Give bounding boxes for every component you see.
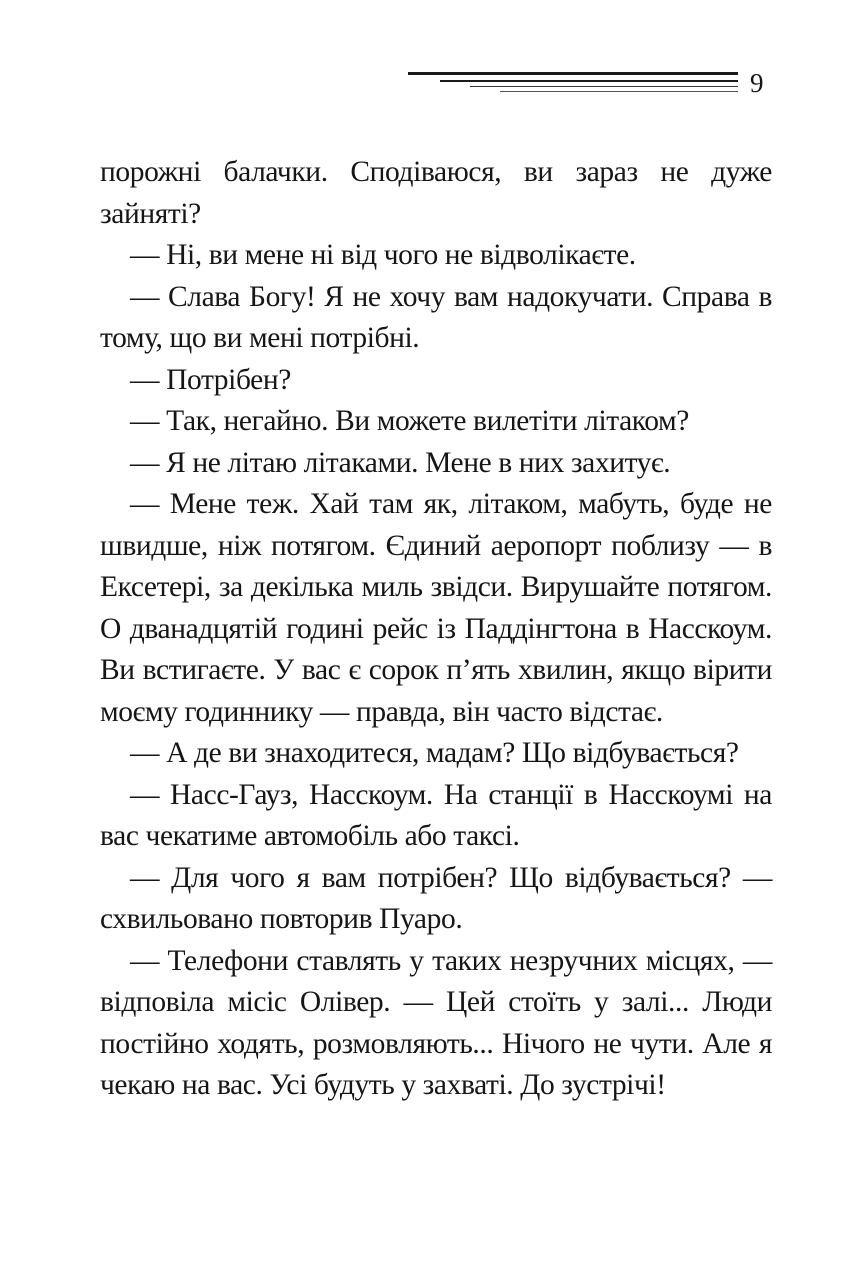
paragraph: порожні балачки. Сподіваюся, ви зараз не дуже зайняті?: [100, 156, 772, 230]
paragraph: — Мене теж. Хай там як, літаком, мабуть, буде не швидше, ніж потягом. Єдиний аеропорт поблизу — в Ексетері, за декілька миль звідси. Вирушайте потягом. О дванадцятій годині рейс із Паддінгтона в Насскоум. Ви встигаєте. У вас є сорок п’ять хвилин, якщо вірити моєму годиннику — правда, він часто відстає.: [100, 488, 772, 728]
header-rule: [470, 86, 738, 87]
header-rule: [440, 80, 738, 82]
paragraph: — Для чого я вам потрібен? Що відбувається? — схвильовано повторив Пуаро.: [100, 861, 772, 935]
paragraph: — Ні, ви мене ні від чого не відволікаєте.: [130, 239, 636, 271]
paragraph: — Потрібен?: [130, 363, 291, 396]
paragraph: — А де ви знаходитеся, мадам? Що відбувається?: [130, 737, 739, 769]
body-text: [100, 152, 772, 1107]
paragraph: — Слава Богу! Я не хочу вам надокучати. Справа в тому, що ви мені потрібні.: [100, 280, 772, 354]
paragraph: — Телефони ставлять у таких незручних місцях, — відповіла місіс Олівер. — Цей стоїть у залі... Люди постійно ходять, розмовляють... Нічого не чути. Але я чекаю на вас. Усі будуть у захваті. До зустрічі!: [100, 944, 772, 1101]
paragraph: — Насс-Гауз, Насскоум. На станції в Насскоумі на вас чекатиме автомобіль або таксі.: [100, 778, 772, 852]
paragraph: — Я не літаю літаками. Мене в них захитує.: [130, 446, 671, 479]
header-rule: [408, 72, 738, 75]
page-number: 9: [750, 68, 764, 98]
paragraph: — Так, негайно. Ви можете вилетіти літаком?: [130, 405, 689, 437]
header-rule: [500, 91, 738, 92]
